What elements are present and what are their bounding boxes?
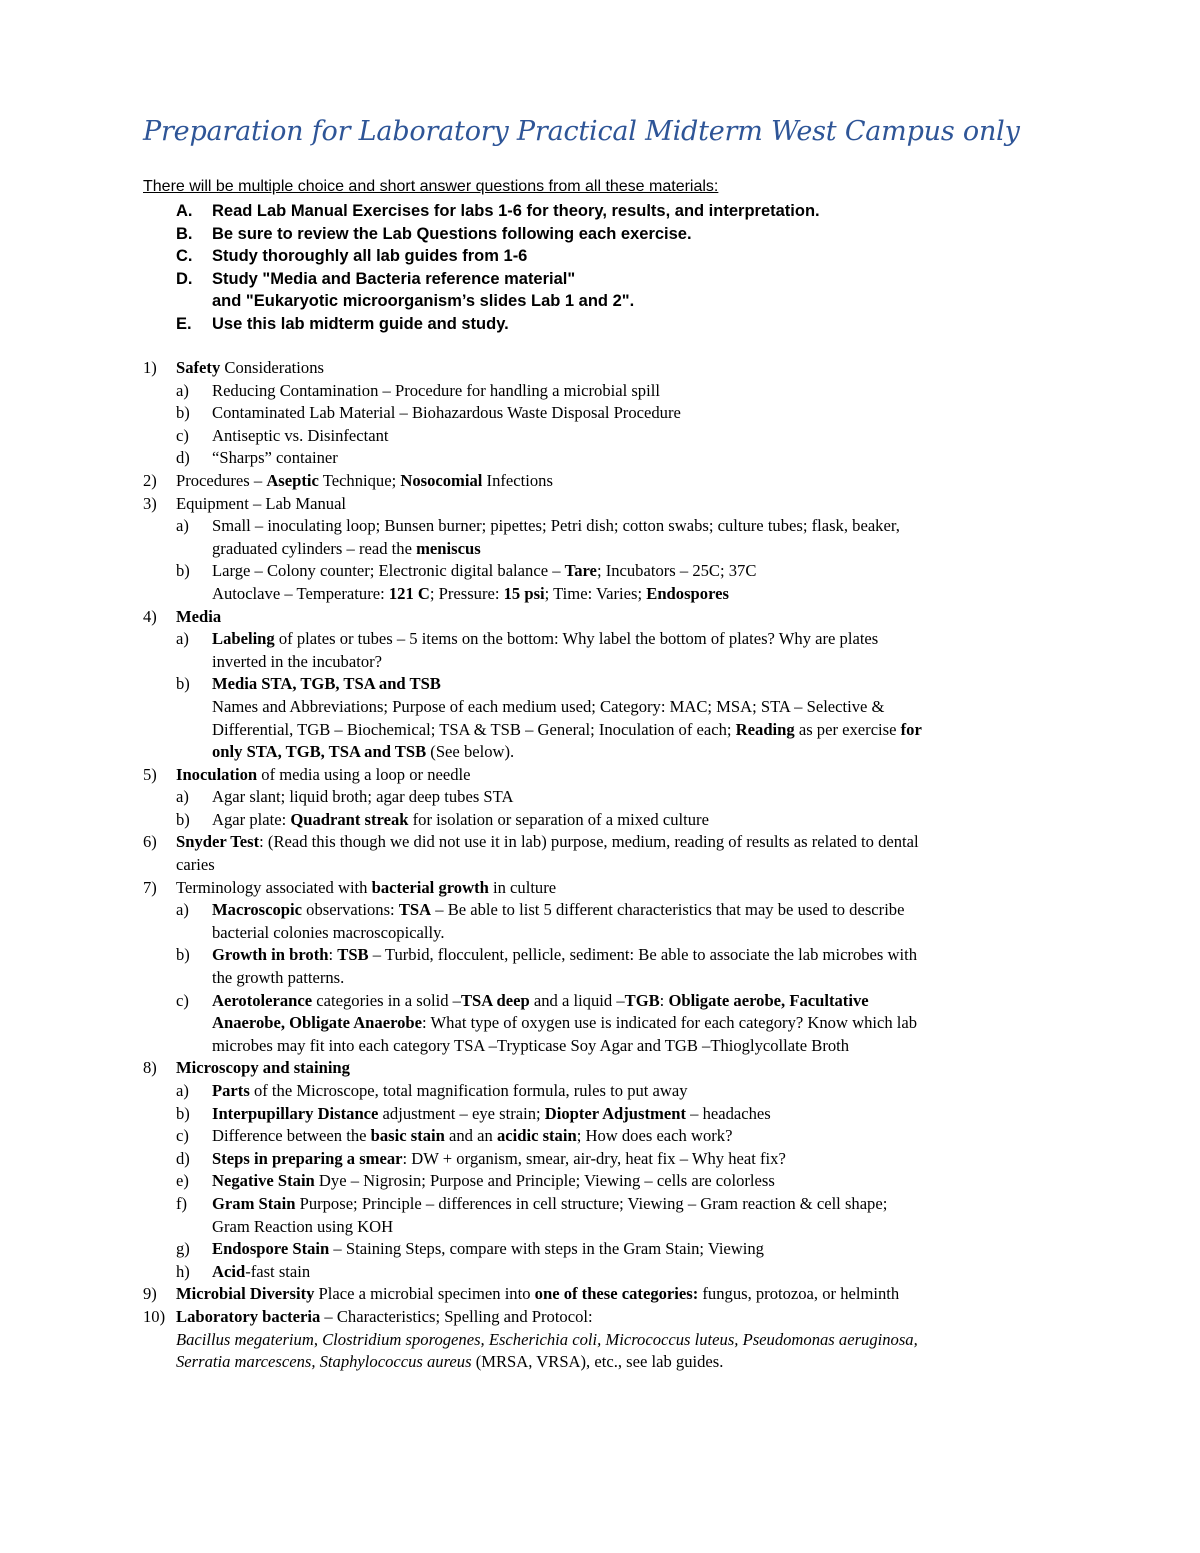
outline-subtopic: [143, 1080, 1063, 1103]
list-marker: b): [176, 561, 190, 581]
outline-subtopic: [143, 696, 1063, 719]
task-text: Read Lab Manual Exercises for labs 1-6 for theory, results, and interpretation.: [212, 202, 820, 220]
outline-subtopic: [143, 809, 1063, 832]
list-marker: c): [176, 425, 189, 445]
outline-subtopic: [143, 990, 1063, 1013]
outline-subtopic: [143, 380, 1063, 403]
outline-text: microbes may fit into each category TSA –Trypticase Soy Agar and TGB –Thioglycollate Broth: [212, 1035, 850, 1055]
outline-subtopic: [143, 944, 1063, 967]
outline-text: Agar plate: Quadrant streak for isolation or separation of a mixed culture: [212, 809, 709, 829]
outline-text: Terminology associated with bacterial growth in culture: [176, 877, 557, 897]
list-marker: b): [176, 809, 190, 829]
outline-topic: [143, 854, 1063, 877]
list-marker: b): [176, 1103, 190, 1123]
outline-subtopic: [143, 719, 1063, 742]
outline-topic: [143, 1306, 1063, 1329]
outline-subtopic: [143, 651, 1063, 674]
outline-text: Macroscopic observations: TSA – Be able to list 5 different characteristics that may be used to describe: [212, 900, 905, 920]
list-marker: d): [176, 448, 190, 468]
list-marker: a): [176, 787, 189, 807]
list-marker: b): [176, 403, 190, 423]
outline-text: “Sharps” container: [212, 448, 338, 468]
outline-topic: [143, 877, 1063, 900]
outline-text: Gram Stain Purpose; Principle – differences in cell structure; Viewing – Gram reaction & cell shape;: [212, 1193, 888, 1213]
outline-subtopic: [143, 402, 1063, 425]
outline-text: Aerotolerance categories in a solid –TSA deep and a liquid –TGB: Obligate aerobe, Facultative: [212, 990, 869, 1010]
outline-text: Labeling of plates or tubes – 5 items on the bottom: Why label the bottom of plates? Why are plates: [212, 629, 879, 649]
outline-text: Negative Stain Dye – Nigrosin; Purpose and Principle; Viewing – cells are colorless: [212, 1171, 775, 1191]
outline-text: Differential, TGB – Biochemical; TSA & TSB – General; Inoculation of each; Reading as per exercise for: [212, 719, 922, 739]
outline-text: Bacillus megaterium, Clostridium sporogenes, Escherichia coli, Micrococcus luteus, Pseudomonas aeruginosa,: [176, 1329, 918, 1349]
list-marker: 1): [143, 358, 157, 377]
outline-subtopic: [143, 922, 1063, 945]
outline-subtopic: [143, 786, 1063, 809]
task-letter: C.: [176, 247, 193, 265]
outline-text: bacterial colonies macroscopically.: [212, 922, 445, 942]
list-marker: d): [176, 1148, 190, 1168]
outline-text: Agar slant; liquid broth; agar deep tubes STA: [212, 787, 514, 807]
outline-subtopic: [143, 1193, 1063, 1216]
outline-topic: [143, 1057, 1063, 1080]
list-marker: c): [176, 1126, 189, 1146]
outline-subtopic: [143, 673, 1063, 696]
outline-text: Parts of the Microscope, total magnification formula, rules to put away: [212, 1081, 688, 1100]
list-marker: f): [176, 1193, 188, 1213]
list-marker: 9): [143, 1284, 157, 1304]
outline-topic: [143, 1283, 1063, 1306]
outline-topic: [143, 764, 1063, 787]
intro-text: There will be multiple choice and short answer questions from all these materials:: [143, 178, 719, 195]
outline-subtopic: [143, 1261, 1063, 1284]
outline-text: Autoclave – Temperature: 121 C; Pressure: 15 psi; Time: Varies; Endospores: [212, 583, 729, 603]
outline-text: Gram Reaction using KOH: [212, 1216, 394, 1236]
outline-topic: [143, 1329, 1063, 1352]
outline-text: inverted in the incubator?: [212, 651, 383, 671]
task-letter: A.: [176, 202, 193, 220]
task-item: [143, 200, 1043, 223]
task-item: [143, 268, 1043, 291]
outline-subtopic: [143, 1216, 1063, 1239]
outline-text: Names and Abbreviations; Purpose of each medium used; Category: MAC; MSA; STA – Selective &: [212, 696, 885, 716]
outline-subtopic: [143, 1103, 1063, 1126]
outline-subtopic: [143, 515, 1063, 538]
outline-subtopic: [143, 425, 1063, 448]
outline-subtopic: [143, 538, 1063, 561]
outline-text: Reducing Contamination – Procedure for handling a microbial spill: [212, 380, 660, 400]
task-letter: D.: [176, 269, 193, 288]
list-marker: 10): [143, 1306, 166, 1326]
outline-text: Endospore Stain – Staining Steps, compare with steps in the Gram Stain; Viewing: [212, 1239, 764, 1259]
outline-subtopic: [143, 899, 1063, 922]
list-marker: c): [176, 990, 189, 1010]
outline-topic: [143, 357, 1063, 380]
topic-outline: [143, 357, 1063, 1374]
task-item: [143, 313, 1043, 336]
outline-subtopic: [143, 583, 1063, 606]
outline-text: Acid-fast stain: [212, 1261, 311, 1281]
list-marker: a): [176, 629, 189, 649]
list-marker: a): [176, 380, 189, 400]
outline-subtopic: [143, 1148, 1063, 1171]
outline-subtopic: [143, 1125, 1063, 1148]
outline-text: Large – Colony counter; Electronic digital balance – Tare; Incubators – 25C; 37C: [212, 561, 757, 581]
list-marker: a): [176, 1081, 189, 1100]
outline-text: Anaerobe, Obligate Anaerobe: What type of oxygen use is indicated for each category? Know which lab: [212, 1013, 918, 1033]
list-marker: 7): [143, 877, 157, 897]
outline-subtopic: [143, 1238, 1063, 1261]
outline-text: Media: [176, 606, 222, 626]
list-marker: a): [176, 900, 189, 920]
outline-text: the growth patterns.: [212, 968, 345, 988]
outline-text: Snyder Test: (Read this though we did not use it in lab) purpose, medium, reading of results as related to dental: [176, 832, 919, 852]
task-item: [143, 245, 1043, 268]
outline-subtopic: [143, 741, 1063, 764]
task-text: Be sure to review the Lab Questions following each exercise.: [212, 224, 692, 243]
outline-text: Laboratory bacteria – Characteristics; Spelling and Protocol:: [176, 1306, 593, 1326]
outline-subtopic: [143, 560, 1063, 583]
outline-text: Difference between the basic stain and an acidic stain; How does each work?: [212, 1126, 733, 1146]
list-marker: 8): [143, 1058, 157, 1078]
task-text: Study thoroughly all lab guides from 1-6: [212, 247, 528, 265]
outline-text: Procedures – Aseptic Technique; Nosocomial Infections: [176, 470, 553, 490]
outline-subtopic: [143, 628, 1063, 651]
list-marker: h): [176, 1261, 190, 1281]
list-marker: 6): [143, 832, 157, 852]
outline-subtopic: [143, 447, 1063, 470]
task-item: [143, 223, 1043, 246]
list-marker: b): [176, 945, 190, 965]
outline-text: Media STA, TGB, TSA and TSB: [212, 674, 441, 694]
outline-text: Small – inoculating loop; Bunsen burner; pipettes; Petri dish; cotton swabs; culture tubes; flask, beaker,: [212, 516, 900, 536]
outline-text: caries: [176, 855, 215, 875]
outline-text: Equipment – Lab Manual: [176, 493, 347, 513]
list-marker: 4): [143, 606, 157, 626]
outline-subtopic: [143, 967, 1063, 990]
outline-topic: [143, 606, 1063, 629]
list-marker: 5): [143, 764, 157, 784]
list-marker: 2): [143, 470, 157, 490]
outline-topic: [143, 470, 1063, 493]
outline-text: Steps in preparing a smear: DW + organism, smear, air-dry, heat fix – Why heat fix?: [212, 1148, 786, 1168]
outline-text: Microbial Diversity Place a microbial specimen into one of these categories: fungus, protozoa, or helminth: [176, 1284, 900, 1304]
list-marker: b): [176, 674, 190, 694]
outline-text: Inoculation of media using a loop or needle: [176, 764, 471, 784]
outline-subtopic: [143, 1170, 1063, 1193]
task-letter: E.: [176, 314, 192, 333]
outline-subtopic: [143, 1035, 1063, 1058]
outline-subtopic: [143, 1012, 1063, 1035]
outline-topic: [143, 493, 1063, 516]
outline-text: Serratia marcescens, Staphylococcus aureus (MRSA, VRSA), etc., see lab guides.: [176, 1352, 724, 1372]
outline-text: Growth in broth: TSB – Turbid, flocculent, pellicle, sediment: Be able to associate the lab microbes with: [212, 945, 918, 965]
outline-text: Interpupillary Distance adjustment – eye strain; Diopter Adjustment – headaches: [212, 1103, 771, 1123]
list-marker: g): [176, 1239, 190, 1259]
outline-text: graduated cylinders – read the meniscus: [212, 538, 481, 558]
outline-text: only STA, TGB, TSA and TSB (See below).: [212, 742, 515, 762]
outline-text: Microscopy and staining: [176, 1058, 350, 1078]
list-marker: a): [176, 516, 189, 536]
outline-topic: [143, 1351, 1063, 1374]
task-text: Use this lab midterm guide and study.: [212, 314, 509, 333]
task-letter: B.: [176, 224, 193, 243]
task-text: Study "Media and Bacteria reference material": [212, 269, 576, 288]
outline-text: Antiseptic vs. Disinfectant: [212, 425, 389, 445]
outline-text: Safety Considerations: [176, 358, 324, 377]
task-text: and "Eukaryotic microorganism’s slides Lab 1 and 2".: [212, 292, 635, 310]
list-marker: 3): [143, 493, 157, 513]
list-marker: e): [176, 1171, 189, 1191]
page-title: Preparation for Laboratory Practical Midterm West Campus only: [143, 116, 1020, 147]
outline-topic: [143, 831, 1063, 854]
study-task-list: [143, 200, 1043, 335]
outline-text: Contaminated Lab Material – Biohazardous Waste Disposal Procedure: [212, 403, 681, 423]
task-item: [143, 290, 1043, 313]
